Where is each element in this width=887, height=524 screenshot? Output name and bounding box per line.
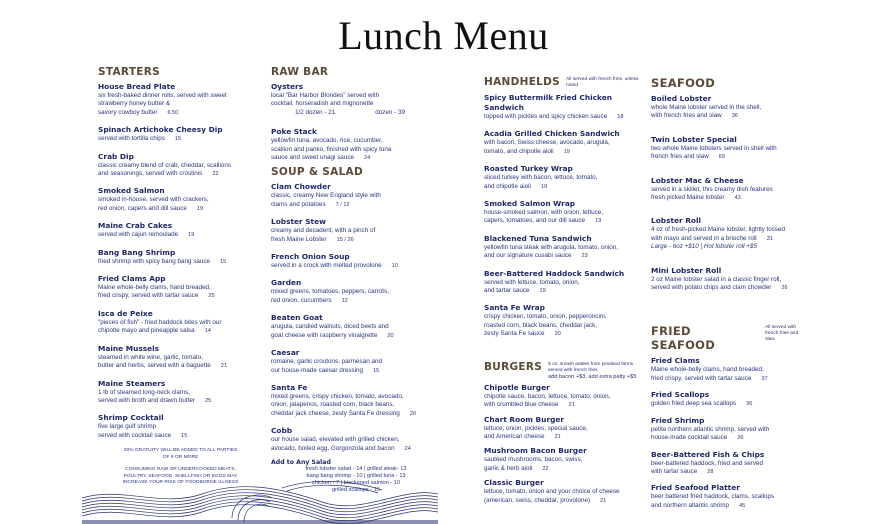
- burgers-heading: BURGERS 5 oz. smash patties from pineland farms served with french fries add bacon +$3, add extra patty +$5: [484, 360, 637, 380]
- lobster-roll-upgrade: Large - 6oz +$10 | Hot lobster roll +$5: [651, 243, 757, 251]
- price: 18: [617, 114, 624, 120]
- price: 22: [212, 171, 219, 178]
- price: 10: [391, 263, 398, 270]
- price: 22: [542, 465, 549, 472]
- price: 25: [204, 397, 212, 404]
- price: 14: [204, 328, 211, 335]
- price: 26: [781, 285, 788, 292]
- raw-bar-soup-salad-column: [271, 66, 441, 494]
- menu-item-roasted-turkey-wrap: Roasted Turkey Wrap sliced turkey with bacon, lettuce, tomato, and chipotle aioli 19: [484, 164, 598, 190]
- menu-item-twin-lobster-special: Twin Lobster Special two whole Maine lobsters served in shell with french fries and slaw 69: [651, 134, 777, 161]
- menu-item-blackened-tuna-sandwich: Blackened Tuna Sandwich yellowfin tuna steak with arugula, tomato, onion, and our signature cusabi sauce 23: [484, 233, 619, 260]
- handhelds-burgers-column: [484, 76, 642, 510]
- handhelds-heading: HANDHELDS All served with french fries, unless noted: [484, 76, 639, 88]
- price: 15: [181, 432, 188, 439]
- price: 28: [707, 468, 714, 475]
- menu-item-spinach-artichoke-cheesy-dip: Spinach Artichoke Cheesy Dip served with tortilla chips 15: [98, 125, 223, 143]
- price: 20: [409, 410, 417, 417]
- price: 21: [568, 402, 575, 409]
- starters-section: [98, 66, 263, 487]
- starters-heading: STARTERS: [98, 66, 161, 78]
- price: 31: [766, 235, 773, 242]
- menu-item-lobster-mac-cheese: Lobster Mac & Cheese served in a skillet, this creamy dish features fresh picked Maine lobster 43: [651, 175, 773, 202]
- menu-item-fried-scallops: Fried Scallops golden fried deep sea scallops 36: [651, 390, 753, 408]
- menu-item-cobb: Cobb our house salad, elevated with grilled chicken, avocado, boiled egg, Gorgonzola and bacon 24: [271, 426, 411, 452]
- price: 19: [539, 288, 546, 295]
- menu-item-isca-de-peixe: Isca de Peixe "pieces of fish" - fried haddock bites with our chipotle mayo and pineapple salsa 14: [98, 308, 222, 335]
- soup-salad-heading: SOUP & SALAD: [271, 166, 363, 179]
- price: 12: [341, 297, 348, 304]
- menu-item-fried-clams-app: Fried Clams App Maine whole-belly clams, hand breaded, fried crispy, served with tartar sauce 25: [98, 274, 215, 300]
- menu-item-chart-room-burger: Chart Room Burger lettuce, onion, pickles, special sauce, and American cheese 21: [484, 414, 588, 440]
- burgers-note: 5 oz. smash patties from pineland farms served with french fries add bacon +$3, add extra patty +$5: [548, 361, 637, 380]
- price: 15: [174, 136, 182, 143]
- menu-item-santa-fe-wrap: Santa Fe Wrap crispy chicken, tomato, onion, pepperoncini, roasted corn, black beans, cheddar jack, zesty Santa Fe sauce 20: [484, 303, 607, 338]
- menu-item-smoked-salmon-wrap: Smoked Salmon Wrap house-smoked salmon, with onion, lettuce, capers, tomatoes, and our dill sauce 19: [484, 199, 604, 225]
- price: 36: [746, 401, 753, 408]
- price: 21: [554, 433, 561, 440]
- menu-title: Lunch Menu: [338, 13, 549, 58]
- price: 19: [540, 183, 548, 190]
- oysters-dozen-price: dozen - 39: [375, 108, 406, 116]
- menu-item-crab-dip: Crab Dip classic creamy blend of crab, cheddar, scallions and seasonings, served with crostinis 22: [98, 151, 231, 178]
- menu-item-maine-mussels: Maine Mussels steamed in white wine, garlic, tomato, butter and herbs, served with a baguette 21: [98, 343, 227, 370]
- menu-item-smoked-salmon: Smoked Salmon smoked in-house, served with crackers, red onion, capers and dill sauce 19: [98, 186, 209, 212]
- menu-item-spicy-buttermilk-fried-chicken-sandwich: Spicy Buttermilk Fried Chicken Sandwich topped with pickles and spicy chicken sauce 18: [484, 93, 624, 120]
- menu-item-clam-chowder: Clam Chowder classic, creamy New England style with clams and potatoes 7 / 12: [271, 182, 381, 208]
- menu-item-caesar: Caesar romaine, garlic croutons, parmesan and our house-made caesar dressing 15: [271, 348, 382, 374]
- price: 36: [731, 113, 738, 120]
- menu-item-mini-lobster-roll: Mini Lobster Roll 2 oz Maine lobster salad in a classic finger roll, served with potato chips and clam chowder 26: [651, 265, 788, 292]
- menu-item-maine-steamers: Maine Steamers 1 lb of steamed long-neck clams, served with broth and drawn butter 25: [98, 378, 212, 404]
- price: 19: [196, 205, 204, 212]
- price: 15 / 26: [336, 236, 354, 243]
- menu-item-fried-seafood-platter: Fried Seafood Platter beer battered fried haddock, clams, scallops and northern atlantic shrimp 45: [651, 483, 775, 509]
- price: 24: [404, 445, 411, 452]
- menu-item-chipotle-burger: Chipotle Burger chipotle sauce, bacon, lettuce, tomato, onion, with crumbled blue cheese 21: [484, 382, 611, 409]
- menu-item-oysters: Oysters local "Bar Harbor Blondes" served with cocktail, horseradish and mignonette 1/2 dozen - 21 dozen - 39: [271, 82, 406, 116]
- price: 23: [581, 253, 588, 260]
- menu-page-left: [82, 60, 438, 524]
- price: 19: [563, 148, 570, 155]
- menu-item-shrimp-cocktail: Shrimp Cocktail five large gulf shrimp served with cocktail sauce 15: [98, 413, 188, 439]
- price: 19: [595, 218, 602, 225]
- price: 21: [220, 363, 227, 370]
- price: 69: [718, 154, 725, 161]
- price: 21: [600, 497, 607, 504]
- wave-decoration-icon: [82, 468, 438, 524]
- price: 45: [739, 502, 746, 509]
- menu-item-classic-burger: Classic Burger lettuce, tomato, onion and your choice of cheese (american, swiss, cheddar, provolone) 21: [484, 478, 620, 504]
- menu-item-french-onion-soup: French Onion Soup served in a crock with melted provolone 10: [271, 252, 398, 270]
- menu-item-acadia-grilled-chicken-sandwich: Acadia Grilled Chicken Sandwich with bacon, Swiss cheese, avocado, arugula, tomato, and chipotle aioli 19: [484, 129, 620, 155]
- menu-item-beaten-goat: Beaten Goat arugula, candied walnuts, diced beets and goat cheese with raspberry vinaigrette 20: [271, 313, 394, 339]
- price: 20: [387, 332, 394, 339]
- menu-item-santa-fe: Santa Fe mixed greens, crispy chicken, tomato, avocado, onion, jalapenos, roasted corn, black beans, cheddar jack cheese, zesty Santa Fe dressing 20: [271, 382, 417, 417]
- price: 15: [220, 258, 227, 265]
- handhelds-note: All served with french fries, unless noted: [566, 77, 639, 88]
- menu-item-fried-clams: Fried Clams Maine whole-belly clams, hand breaded, fried crispy, served with tartar sauce 37: [651, 356, 768, 382]
- fried-seafood-note: All served with french fries and slaw: [765, 325, 799, 343]
- menu-item-mushroom-bacon-burger: Mushroom Bacon Burger sautéed mushrooms, bacon, swiss, garlic & herb aioli 22: [484, 446, 587, 472]
- price: 7 / 12: [335, 201, 350, 208]
- menu-item-bang-bang-shrimp: Bang Bang Shrimp fried shrimp with spicy bang bang sauce 15: [98, 247, 227, 265]
- price: 20: [554, 331, 561, 338]
- price: 26: [737, 435, 744, 442]
- price: 25: [208, 293, 215, 300]
- menu-item-garden: Garden mixed greens, tomatoes, peppers, carrots, red onion, cucumbers 12: [271, 278, 389, 304]
- oysters-half-dozen-price: 1/2 dozen - 21: [295, 108, 336, 116]
- menu-item-house-bread-plate: House Bread Plate six fresh-baked dinner rolls, served with sweet strawberry honey butter & savory cowboy butter 6.50: [98, 82, 227, 116]
- price: 37: [761, 375, 768, 382]
- menu-item-lobster-stew: Lobster Stew creamy and decadent, with a pinch of fresh Maine Lobster 15 / 26: [271, 217, 376, 243]
- price: 6.50: [167, 109, 179, 116]
- salad-addons: Add to Any Salad fresh lobster salad - 14 | grilled steak- 13 bang bang shrimp - 10 | grilled tuna - 13 chicken - 7 | blackened salmon - 10 grilled scallops - 15: [271, 458, 407, 493]
- menu-item-beer-battered-fish-chips: Beer-Battered Fish & Chips beer-battered haddock, fried and served with tartar sauce 28: [651, 449, 765, 475]
- price: 19: [188, 232, 195, 239]
- menu-item-beer-battered-haddock-sandwich: Beer-Battered Haddock Sandwich served with lettuce, tomato, onion, and tartar sauce 19: [484, 268, 625, 295]
- raw-bar-heading: RAW BAR: [271, 66, 329, 78]
- menu-page-right: [472, 60, 802, 524]
- price: 15: [373, 367, 380, 374]
- menu-item-maine-crab-cakes: Maine Crab Cakes served with cajun remoulade 19: [98, 221, 195, 239]
- price: 43: [734, 195, 741, 202]
- menu-item-lobster-roll: Lobster Roll 4 oz of fresh-picked Maine lobster, lightly tossed with mayo and served in a brioche roll 31 Large - 6oz +$10 | Hot lobster roll +$5: [651, 216, 809, 251]
- fried-seafood-heading: FRIED SEAFOOD All served with french fries and slaw: [651, 324, 809, 352]
- consumption-warning: CONSUMING RAW OR UNDERCOOKED MEATS, POULTRY, SEAFOOD, SHELLFISH OR EGGS MAY INCREASE YOUR RISK OF FOODBORNE ILLNESS: [122, 467, 239, 486]
- menu-item-boiled-lobster: Boiled Lobster whole Maine lobster served in the shell, with french fries and slaw 36: [651, 94, 762, 120]
- menu-item-poke-stack: Poke Stack yellowfin tuna, avocado, rice, cucumber, scallion and panko, finished with spicy tuna sauce and sweet unagi sauce 24: [271, 127, 392, 162]
- seafood-column: [651, 76, 809, 517]
- menu-item-fried-shrimp: Fried Shrimp petite northern atlantic shrimp, served with house-made cocktail sauce 26: [651, 415, 770, 442]
- seafood-heading: SEAFOOD: [651, 76, 716, 90]
- gratuity-note: 20% GRATUITY WILL BE ADDED TO ALL PARTIES OF 8 OR MORE: [123, 448, 238, 460]
